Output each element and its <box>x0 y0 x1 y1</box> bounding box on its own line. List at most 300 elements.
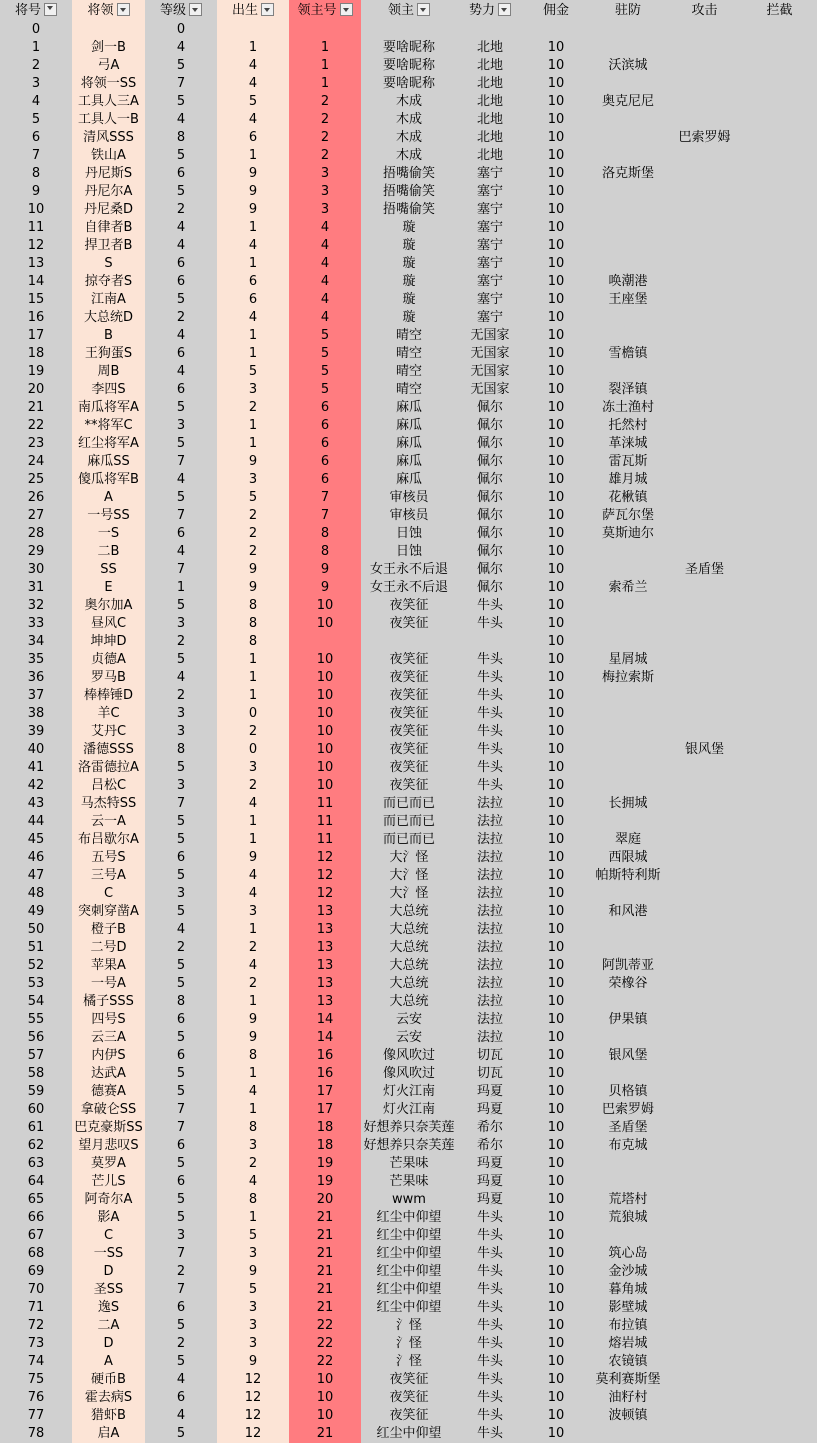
table-cell[interactable] <box>667 921 742 939</box>
table-cell[interactable]: 10 <box>523 417 589 435</box>
table-cell[interactable]: 10 <box>523 1389 589 1407</box>
table-cell[interactable]: 周B <box>72 363 145 381</box>
table-cell[interactable] <box>589 1065 667 1083</box>
table-cell[interactable] <box>742 957 817 975</box>
table-cell[interactable]: 4 <box>289 273 361 291</box>
table-cell[interactable]: 5 <box>217 363 289 381</box>
table-cell[interactable]: 6 <box>217 291 289 309</box>
table-cell[interactable]: 洛雷德拉A <box>72 759 145 777</box>
table-cell[interactable]: 21 <box>289 1281 361 1299</box>
table-cell[interactable]: 大总统 <box>361 993 457 1011</box>
table-cell[interactable]: 4 <box>217 885 289 903</box>
table-cell[interactable]: 棒棒锤D <box>72 687 145 705</box>
table-cell[interactable]: 17 <box>289 1101 361 1119</box>
table-cell[interactable]: 玛夏 <box>457 1191 523 1209</box>
table-cell[interactable]: 32 <box>0 597 72 615</box>
table-cell[interactable]: 7 <box>145 507 217 525</box>
table-cell[interactable] <box>667 381 742 399</box>
table-cell[interactable]: 霍去病S <box>72 1389 145 1407</box>
table-cell[interactable]: 芒儿S <box>72 1173 145 1191</box>
table-cell[interactable]: 10 <box>523 327 589 345</box>
table-cell[interactable]: 李四S <box>72 381 145 399</box>
table-cell[interactable]: 沃滨城 <box>589 57 667 75</box>
table-cell[interactable]: 木成 <box>361 129 457 147</box>
table-cell[interactable]: 二B <box>72 543 145 561</box>
table-cell[interactable]: 10 <box>523 1245 589 1263</box>
table-cell[interactable]: 10 <box>523 561 589 579</box>
table-cell[interactable]: 红尘中仰望 <box>361 1299 457 1317</box>
table-cell[interactable]: 56 <box>0 1029 72 1047</box>
table-cell[interactable]: 10 <box>523 1407 589 1425</box>
table-cell[interactable]: 王狗蛋S <box>72 345 145 363</box>
table-cell[interactable]: 银风堡 <box>667 741 742 759</box>
table-cell[interactable]: 10 <box>523 39 589 57</box>
table-cell[interactable]: 5 <box>145 147 217 165</box>
table-cell[interactable]: 突刺穿凿A <box>72 903 145 921</box>
table-cell[interactable]: 6 <box>145 1299 217 1317</box>
table-cell[interactable]: 4 <box>217 795 289 813</box>
table-cell[interactable]: 19 <box>289 1155 361 1173</box>
table-cell[interactable] <box>742 345 817 363</box>
table-cell[interactable]: 1 <box>217 687 289 705</box>
table-cell[interactable]: 5 <box>145 183 217 201</box>
table-cell[interactable]: 大氵怪 <box>361 885 457 903</box>
table-cell[interactable]: 10 <box>523 201 589 219</box>
table-cell[interactable]: 6 <box>145 1389 217 1407</box>
table-cell[interactable]: 13 <box>0 255 72 273</box>
table-cell[interactable]: 8 <box>217 615 289 633</box>
table-cell[interactable] <box>742 93 817 111</box>
table-cell[interactable] <box>667 345 742 363</box>
table-cell[interactable]: 牛头 <box>457 669 523 687</box>
table-cell[interactable]: 10 <box>289 777 361 795</box>
table-cell[interactable]: 夜笑征 <box>361 597 457 615</box>
table-cell[interactable] <box>667 1047 742 1065</box>
table-cell[interactable]: 10 <box>523 795 589 813</box>
table-cell[interactable]: 吕松C <box>72 777 145 795</box>
table-cell[interactable] <box>589 723 667 741</box>
table-cell[interactable] <box>667 939 742 957</box>
table-cell[interactable] <box>667 309 742 327</box>
table-cell[interactable]: 4 <box>289 291 361 309</box>
table-cell[interactable]: 29 <box>0 543 72 561</box>
table-cell[interactable] <box>742 201 817 219</box>
table-cell[interactable]: 1 <box>217 651 289 669</box>
table-cell[interactable]: 革涞城 <box>589 435 667 453</box>
table-cell[interactable]: 6 <box>145 1173 217 1191</box>
table-cell[interactable] <box>289 633 361 651</box>
table-cell[interactable]: 莫斯迪尔 <box>589 525 667 543</box>
table-cell[interactable]: 法拉 <box>457 903 523 921</box>
table-cell[interactable]: 4 <box>217 1083 289 1101</box>
table-cell[interactable] <box>742 1191 817 1209</box>
table-cell[interactable] <box>742 381 817 399</box>
table-cell[interactable]: 夜笑征 <box>361 741 457 759</box>
table-cell[interactable]: 牛头 <box>457 723 523 741</box>
table-cell[interactable]: 暮角城 <box>589 1281 667 1299</box>
table-cell[interactable]: 西限城 <box>589 849 667 867</box>
table-cell[interactable] <box>667 399 742 417</box>
table-cell[interactable]: 10 <box>523 219 589 237</box>
table-cell[interactable]: 5 <box>145 1191 217 1209</box>
table-cell[interactable]: 9 <box>217 849 289 867</box>
table-cell[interactable]: 金沙城 <box>589 1263 667 1281</box>
table-cell[interactable] <box>667 471 742 489</box>
table-cell[interactable] <box>361 21 457 39</box>
table-cell[interactable]: 26 <box>0 489 72 507</box>
table-cell[interactable]: 73 <box>0 1335 72 1353</box>
table-cell[interactable] <box>667 993 742 1011</box>
table-cell[interactable]: 10 <box>523 1227 589 1245</box>
table-cell[interactable]: 2 <box>217 543 289 561</box>
table-cell[interactable]: 昼风C <box>72 615 145 633</box>
table-cell[interactable]: 麻瓜SS <box>72 453 145 471</box>
table-cell[interactable]: 61 <box>0 1119 72 1137</box>
table-cell[interactable]: 花楸镇 <box>589 489 667 507</box>
table-cell[interactable]: 帕斯特利斯 <box>589 867 667 885</box>
table-cell[interactable] <box>589 759 667 777</box>
table-cell[interactable]: 夜笑征 <box>361 723 457 741</box>
table-cell[interactable]: 牛头 <box>457 651 523 669</box>
table-cell[interactable]: 7 <box>289 507 361 525</box>
table-cell[interactable]: E <box>72 579 145 597</box>
table-cell[interactable]: 工具人一B <box>72 111 145 129</box>
table-cell[interactable] <box>457 633 523 651</box>
table-cell[interactable]: 清风SSS <box>72 129 145 147</box>
table-cell[interactable]: 10 <box>523 1299 589 1317</box>
table-cell[interactable]: 牛头 <box>457 1281 523 1299</box>
table-cell[interactable] <box>667 21 742 39</box>
table-cell[interactable]: 5 <box>145 1317 217 1335</box>
table-cell[interactable]: 10 <box>523 525 589 543</box>
table-cell[interactable] <box>667 1335 742 1353</box>
table-cell[interactable]: 10 <box>289 759 361 777</box>
table-cell[interactable]: 14 <box>0 273 72 291</box>
table-cell[interactable]: 牛头 <box>457 1389 523 1407</box>
table-cell[interactable]: 红尘中仰望 <box>361 1425 457 1443</box>
table-cell[interactable]: 红尘中仰望 <box>361 1263 457 1281</box>
column-header-6[interactable] <box>457 0 523 21</box>
table-cell[interactable]: 33 <box>0 615 72 633</box>
table-cell[interactable] <box>589 1173 667 1191</box>
table-cell[interactable]: 布吕歇尔A <box>72 831 145 849</box>
filter-dropdown-icon[interactable] <box>417 3 430 16</box>
table-cell[interactable] <box>742 921 817 939</box>
table-cell[interactable] <box>742 903 817 921</box>
table-cell[interactable]: 21 <box>289 1263 361 1281</box>
table-cell[interactable]: 氵怪 <box>361 1317 457 1335</box>
table-cell[interactable]: 橘子SSS <box>72 993 145 1011</box>
table-cell[interactable]: 10 <box>523 759 589 777</box>
table-cell[interactable] <box>667 327 742 345</box>
table-cell[interactable]: 一S <box>72 525 145 543</box>
table-cell[interactable]: 10 <box>523 723 589 741</box>
table-cell[interactable]: 9 <box>0 183 72 201</box>
table-cell[interactable]: 牛头 <box>457 1407 523 1425</box>
table-cell[interactable] <box>667 1209 742 1227</box>
table-cell[interactable]: 捂嘴偷笑 <box>361 165 457 183</box>
table-cell[interactable]: 68 <box>0 1245 72 1263</box>
column-header-3[interactable] <box>217 0 289 21</box>
table-cell[interactable]: 10 <box>523 957 589 975</box>
table-cell[interactable]: 6 <box>145 381 217 399</box>
table-cell[interactable]: 3 <box>145 885 217 903</box>
table-cell[interactable]: 北地 <box>457 111 523 129</box>
table-cell[interactable]: 21 <box>289 1209 361 1227</box>
table-cell[interactable]: 梅拉索斯 <box>589 669 667 687</box>
table-cell[interactable]: 云一A <box>72 813 145 831</box>
table-cell[interactable]: 10 <box>523 291 589 309</box>
table-cell[interactable] <box>667 201 742 219</box>
table-cell[interactable]: 5 <box>145 975 217 993</box>
table-cell[interactable] <box>742 1299 817 1317</box>
table-cell[interactable] <box>523 21 589 39</box>
table-cell[interactable] <box>742 993 817 1011</box>
table-cell[interactable]: **将军C <box>72 417 145 435</box>
table-cell[interactable]: 59 <box>0 1083 72 1101</box>
table-cell[interactable]: 8 <box>217 1119 289 1137</box>
table-cell[interactable]: 麻瓜 <box>361 471 457 489</box>
table-cell[interactable]: 21 <box>289 1425 361 1443</box>
table-cell[interactable] <box>742 759 817 777</box>
table-cell[interactable]: 弓A <box>72 57 145 75</box>
table-cell[interactable]: 10 <box>523 543 589 561</box>
table-cell[interactable]: 大总统 <box>361 975 457 993</box>
table-cell[interactable]: 10 <box>523 903 589 921</box>
table-cell[interactable]: 夜笑征 <box>361 705 457 723</box>
table-cell[interactable]: 艾丹C <box>72 723 145 741</box>
table-cell[interactable]: 夜笑征 <box>361 759 457 777</box>
table-cell[interactable]: 晴空 <box>361 381 457 399</box>
table-cell[interactable]: 巴索罗姆 <box>589 1101 667 1119</box>
table-cell[interactable]: 逸S <box>72 1299 145 1317</box>
table-cell[interactable]: 牛头 <box>457 615 523 633</box>
table-cell[interactable]: 牛头 <box>457 1335 523 1353</box>
table-cell[interactable]: 5 <box>145 813 217 831</box>
table-cell[interactable]: 木成 <box>361 93 457 111</box>
table-cell[interactable]: 晴空 <box>361 363 457 381</box>
table-cell[interactable]: 10 <box>523 471 589 489</box>
table-cell[interactable]: 78 <box>0 1425 72 1443</box>
table-cell[interactable]: 夜笑征 <box>361 1407 457 1425</box>
table-cell[interactable]: 1 <box>145 579 217 597</box>
table-cell[interactable]: 6 <box>145 273 217 291</box>
table-cell[interactable]: 35 <box>0 651 72 669</box>
table-cell[interactable]: 2 <box>217 723 289 741</box>
table-cell[interactable]: 晴空 <box>361 327 457 345</box>
table-cell[interactable]: 7 <box>0 147 72 165</box>
table-cell[interactable] <box>742 543 817 561</box>
table-cell[interactable]: 52 <box>0 957 72 975</box>
table-cell[interactable]: 夜笑征 <box>361 615 457 633</box>
column-header-5[interactable] <box>361 0 457 21</box>
table-cell[interactable]: 5 <box>145 759 217 777</box>
table-cell[interactable]: A <box>72 489 145 507</box>
table-cell[interactable]: 4 <box>145 921 217 939</box>
table-cell[interactable] <box>742 885 817 903</box>
table-cell[interactable]: 塞宁 <box>457 219 523 237</box>
table-cell[interactable]: 影A <box>72 1209 145 1227</box>
filter-dropdown-icon[interactable] <box>117 3 130 16</box>
table-cell[interactable]: 油籽村 <box>589 1389 667 1407</box>
table-cell[interactable]: 1 <box>217 147 289 165</box>
table-cell[interactable]: 云安 <box>361 1029 457 1047</box>
table-cell[interactable]: 53 <box>0 975 72 993</box>
table-cell[interactable]: 2 <box>217 1155 289 1173</box>
table-cell[interactable]: 无国家 <box>457 327 523 345</box>
table-cell[interactable]: 1 <box>217 813 289 831</box>
table-cell[interactable] <box>667 1191 742 1209</box>
table-cell[interactable]: 10 <box>523 1029 589 1047</box>
table-cell[interactable]: 1 <box>217 417 289 435</box>
column-header-0[interactable] <box>0 0 72 21</box>
table-cell[interactable]: 2 <box>145 633 217 651</box>
table-cell[interactable]: 法拉 <box>457 849 523 867</box>
table-cell[interactable]: 3 <box>217 1335 289 1353</box>
table-cell[interactable]: 57 <box>0 1047 72 1065</box>
table-cell[interactable]: 10 <box>523 147 589 165</box>
table-cell[interactable]: 雄月城 <box>589 471 667 489</box>
table-cell[interactable]: 璇 <box>361 309 457 327</box>
table-cell[interactable]: 将领一SS <box>72 75 145 93</box>
table-cell[interactable]: 2 <box>289 147 361 165</box>
table-cell[interactable]: 6 <box>145 525 217 543</box>
table-cell[interactable]: 法拉 <box>457 885 523 903</box>
table-cell[interactable] <box>742 1371 817 1389</box>
table-cell[interactable]: 12 <box>289 885 361 903</box>
table-cell[interactable]: 5 <box>145 831 217 849</box>
table-cell[interactable]: 10 <box>523 1065 589 1083</box>
table-cell[interactable]: 麻瓜 <box>361 435 457 453</box>
table-cell[interactable]: 10 <box>523 1191 589 1209</box>
table-cell[interactable]: 阿奇尔A <box>72 1191 145 1209</box>
table-cell[interactable]: 11 <box>289 831 361 849</box>
table-cell[interactable]: 9 <box>217 183 289 201</box>
table-cell[interactable]: 佩尔 <box>457 507 523 525</box>
table-cell[interactable] <box>667 723 742 741</box>
table-cell[interactable]: 伊果镇 <box>589 1011 667 1029</box>
table-cell[interactable]: 74 <box>0 1353 72 1371</box>
column-header-2[interactable] <box>145 0 217 21</box>
table-cell[interactable] <box>589 183 667 201</box>
table-cell[interactable]: 法拉 <box>457 939 523 957</box>
table-cell[interactable] <box>667 813 742 831</box>
table-cell[interactable]: 12 <box>217 1425 289 1443</box>
table-cell[interactable]: 72 <box>0 1317 72 1335</box>
table-cell[interactable] <box>589 309 667 327</box>
table-cell[interactable] <box>742 1065 817 1083</box>
table-cell[interactable]: 捍卫者B <box>72 237 145 255</box>
table-cell[interactable]: 女王永不后退 <box>361 579 457 597</box>
table-cell[interactable] <box>667 1263 742 1281</box>
table-cell[interactable]: 德赛A <box>72 1083 145 1101</box>
table-cell[interactable]: 5 <box>145 489 217 507</box>
table-cell[interactable] <box>667 831 742 849</box>
table-cell[interactable]: 10 <box>523 165 589 183</box>
table-cell[interactable] <box>742 579 817 597</box>
table-cell[interactable]: 10 <box>0 201 72 219</box>
table-cell[interactable]: 麻瓜 <box>361 417 457 435</box>
table-cell[interactable]: 5 <box>145 1155 217 1173</box>
table-cell[interactable]: 5 <box>145 957 217 975</box>
table-cell[interactable]: 北地 <box>457 93 523 111</box>
table-cell[interactable] <box>667 597 742 615</box>
table-cell[interactable]: 荒塔村 <box>589 1191 667 1209</box>
table-cell[interactable]: 审核员 <box>361 507 457 525</box>
table-cell[interactable]: 红尘中仰望 <box>361 1281 457 1299</box>
table-cell[interactable]: 佩尔 <box>457 417 523 435</box>
table-cell[interactable]: 19 <box>0 363 72 381</box>
table-cell[interactable]: 佩尔 <box>457 561 523 579</box>
table-cell[interactable]: 9 <box>217 1263 289 1281</box>
table-cell[interactable] <box>742 795 817 813</box>
table-cell[interactable]: 像风吹过 <box>361 1065 457 1083</box>
table-cell[interactable]: 10 <box>289 651 361 669</box>
table-cell[interactable]: 灯火江南 <box>361 1083 457 1101</box>
table-cell[interactable]: 3 <box>145 1227 217 1245</box>
table-cell[interactable]: 北地 <box>457 57 523 75</box>
table-cell[interactable] <box>667 885 742 903</box>
table-cell[interactable]: 4 <box>217 111 289 129</box>
table-cell[interactable]: 3 <box>217 1245 289 1263</box>
table-cell[interactable]: 4 <box>145 39 217 57</box>
table-cell[interactable]: 塞宁 <box>457 237 523 255</box>
table-cell[interactable]: 10 <box>523 75 589 93</box>
table-cell[interactable]: 36 <box>0 669 72 687</box>
table-cell[interactable] <box>589 543 667 561</box>
table-cell[interactable]: 8 <box>217 597 289 615</box>
table-cell[interactable]: 10 <box>523 1281 589 1299</box>
table-cell[interactable] <box>742 1425 817 1443</box>
table-cell[interactable] <box>589 327 667 345</box>
table-cell[interactable] <box>667 705 742 723</box>
table-cell[interactable]: 牛头 <box>457 687 523 705</box>
table-cell[interactable] <box>667 435 742 453</box>
table-cell[interactable]: 牛头 <box>457 1317 523 1335</box>
table-cell[interactable] <box>667 1137 742 1155</box>
table-cell[interactable] <box>742 1281 817 1299</box>
table-cell[interactable]: 10 <box>289 1407 361 1425</box>
table-cell[interactable]: 星屑城 <box>589 651 667 669</box>
table-cell[interactable]: 萨瓦尔堡 <box>589 507 667 525</box>
table-cell[interactable]: 佩尔 <box>457 471 523 489</box>
table-cell[interactable]: 12 <box>217 1371 289 1389</box>
table-cell[interactable]: 无国家 <box>457 381 523 399</box>
table-cell[interactable]: 圣盾堡 <box>667 561 742 579</box>
table-cell[interactable]: 5 <box>145 57 217 75</box>
table-cell[interactable]: 58 <box>0 1065 72 1083</box>
table-cell[interactable]: 13 <box>289 903 361 921</box>
table-cell[interactable]: 10 <box>523 1137 589 1155</box>
table-cell[interactable]: 启A <box>72 1425 145 1443</box>
table-cell[interactable]: 10 <box>523 309 589 327</box>
table-cell[interactable] <box>457 21 523 39</box>
table-cell[interactable]: 潘德SSS <box>72 741 145 759</box>
table-cell[interactable] <box>742 1155 817 1173</box>
table-cell[interactable]: 3 <box>217 903 289 921</box>
table-cell[interactable]: 8 <box>289 543 361 561</box>
table-cell[interactable]: 20 <box>289 1191 361 1209</box>
table-cell[interactable]: 2 <box>145 939 217 957</box>
table-cell[interactable]: 夜笑征 <box>361 1389 457 1407</box>
table-cell[interactable]: 5 <box>145 1029 217 1047</box>
table-cell[interactable]: 15 <box>0 291 72 309</box>
table-cell[interactable]: 10 <box>523 1083 589 1101</box>
table-cell[interactable]: 北地 <box>457 75 523 93</box>
table-cell[interactable]: 氵怪 <box>361 1353 457 1371</box>
table-cell[interactable] <box>742 1407 817 1425</box>
table-cell[interactable]: 长拥城 <box>589 795 667 813</box>
